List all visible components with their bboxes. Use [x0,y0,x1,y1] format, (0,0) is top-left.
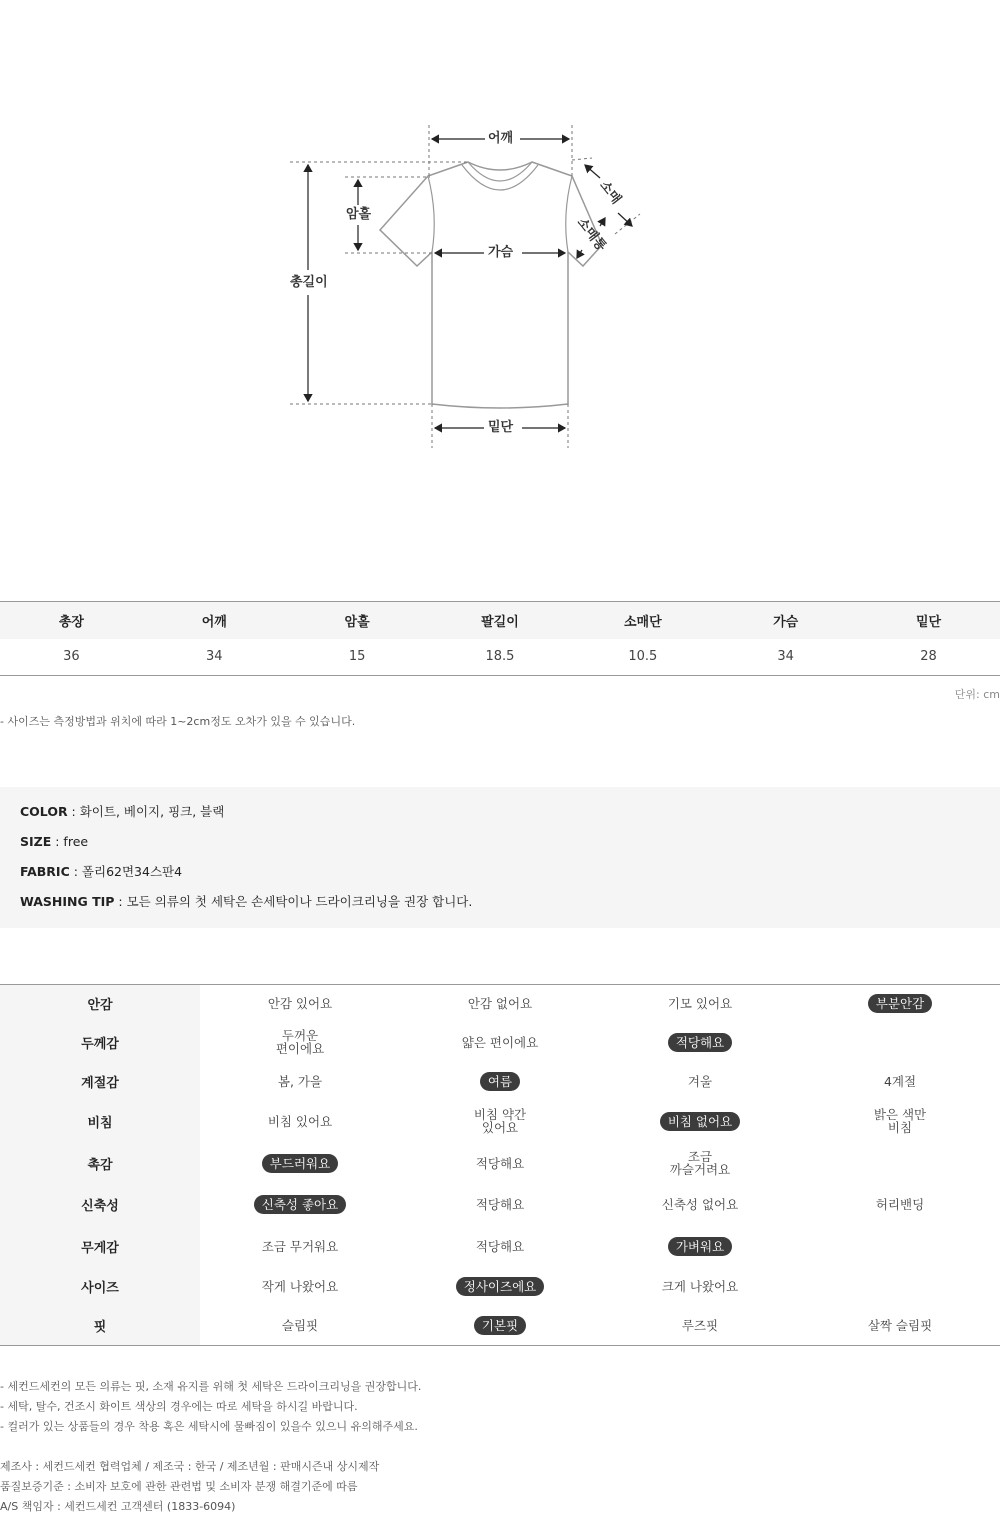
label-total-length: 총길이 [287,275,331,291]
attribute-option: 살짝 슬림핏 [867,1317,933,1333]
attribute-row [0,1062,1000,1101]
attribute-option-cell [200,1143,400,1184]
attribute-label: 핏 [0,1306,200,1346]
attribute-option: 신축성 없어요 [661,1197,739,1212]
care-note: - 세탁, 탈수, 건조시 화이트 색상의 경우에는 따로 세탁을 하시길 바랍니다. [0,1400,358,1413]
attribute-option-selected: 기본핏 [474,1316,526,1335]
attribute-option-cell [600,985,800,1023]
attribute-option-cell [800,985,1000,1023]
attribute-option-cell [600,1306,800,1346]
label-sleeve: 소매 [596,178,624,208]
attribute-option: 얇은 편이에요 [461,1034,539,1050]
value-cell: 18.5 [485,649,515,665]
info-fabric [20,863,980,893]
attribute-option-cell [400,1023,600,1062]
attribute-label: 촉감 [0,1143,200,1184]
attribute-option: 두꺼운 편이에요 [275,1027,325,1056]
care-note: - 컬러가 있는 상품들의 경우 착용 혹은 세탁시에 물빠짐이 있을수 있으니 유의해주세요. [0,1420,418,1433]
maker-line: 품질보증기준 : 소비자 보호에 관한 관련법 및 소비자 분쟁 해결기준에 따름 [0,1480,358,1493]
attribute-label: 신축성 [0,1184,200,1226]
unit-label: 단위: cm [954,688,1000,701]
maker-line: A/S 책임자 : 세컨드세컨 고객센터 (1833-6094) [0,1500,236,1513]
attribute-option-cell [400,1062,600,1101]
attribute-option-cell [200,1226,400,1267]
attribute-option: 적당해요 [475,1155,525,1171]
attribute-option-cell [600,1062,800,1101]
value-cell: 36 [63,649,80,665]
attribute-option: 비침 있어요 [267,1114,333,1129]
attribute-option-cell [400,1267,600,1306]
header-cell: 가슴 [714,602,857,639]
info-size [20,833,980,863]
attribute-row [0,1184,1000,1226]
attribute-option: 루즈핏 [681,1317,719,1333]
attribute-option-cell [400,1306,600,1346]
header-cell: 총장 [0,602,143,639]
attribute-row [0,985,1000,1023]
color-value: : 화이트, 베이지, 핑크, 블랙 [67,804,225,819]
attribute-row [0,1267,1000,1306]
maker-info [0,1457,379,1517]
attribute-option-selected: 부분안감 [868,994,932,1013]
value-cell: 15 [348,649,366,665]
attribute-option-cell [200,1101,400,1143]
attribute-option-cell [200,1267,400,1306]
attribute-option-cell [600,1184,800,1226]
attribute-option-cell [400,1184,600,1226]
attribute-option-selected: 정사이즈에요 [456,1277,544,1296]
attribute-option-cell [800,1023,1000,1062]
size-diagram [0,0,1000,560]
attribute-option: 겨울 [687,1073,713,1089]
header-cell: 어깨 [143,602,286,639]
product-info [0,787,1000,928]
attribute-option-selected: 비침 없어요 [660,1112,740,1131]
label-chest: 가슴 [485,245,516,261]
attribute-option-cell [200,985,400,1023]
size-table-header [0,602,1000,639]
attribute-label: 안감 [0,985,200,1023]
attribute-row [0,1101,1000,1143]
washing-label: WASHING TIP [20,894,115,909]
attribute-option-selected: 여름 [480,1072,520,1091]
attribute-option: 작게 나왔어요 [261,1278,339,1294]
attribute-label: 무게감 [0,1226,200,1267]
attribute-option: 안감 있어요 [267,996,333,1012]
attribute-option-cell [600,1101,800,1143]
fabric-label: FABRIC [20,864,70,879]
attribute-row [0,1143,1000,1184]
header-cell: 소매단 [571,602,714,639]
attribute-option-selected: 신축성 좋아요 [254,1195,346,1214]
label-hem: 밑단 [485,420,516,436]
attribute-row [0,1226,1000,1267]
maker-line: 제조사 : 세컨드세컨 협력업체 / 제조국 : 한국 / 제조년월 : 판매시즌내 상시제작 [0,1460,380,1473]
attribute-label: 사이즈 [0,1267,200,1306]
label-armhole: 암홀 [343,207,374,223]
attribute-option-cell [200,1306,400,1346]
attribute-option-cell [400,985,600,1023]
attribute-option: 안감 없어요 [467,996,533,1012]
care-note: - 세컨드세컨의 모든 의류는 핏, 소재 유지를 위해 첫 세탁은 드라이크리닝을 권장합니다. [0,1380,422,1393]
color-label: COLOR [20,804,68,819]
attribute-row [0,1023,1000,1062]
washing-value: : 모든 의류의 첫 세탁은 손세탁이나 드라이크리닝을 권장 합니다. [114,894,473,909]
attribute-option: 밝은 색만 비침 [873,1107,927,1135]
attribute-option-cell [600,1023,800,1062]
attribute-option: 비침 약간 있어요 [473,1107,527,1135]
attribute-option: 적당해요 [475,1238,525,1254]
header-cell: 암홀 [286,602,429,639]
attribute-option-cell [400,1226,600,1267]
attribute-option: 크게 나왔어요 [661,1278,739,1294]
attribute-option-selected: 적당해요 [668,1033,732,1052]
size-value: : free [51,834,89,849]
care-notes [0,1377,421,1437]
attribute-option-cell [800,1143,1000,1184]
attribute-option-selected: 가벼워요 [668,1237,732,1256]
size-table-row [0,639,1000,676]
attribute-label: 계절감 [0,1062,200,1101]
label-shoulder: 어깨 [485,131,516,147]
attribute-option: 봄, 가을 [277,1073,323,1089]
value-cell: 28 [920,649,937,665]
attribute-row [0,1306,1000,1346]
info-color [20,803,980,833]
attribute-option-cell [600,1143,800,1184]
tshirt-illustration [0,0,1000,560]
label-sleeve-width: 소매통 [573,215,609,255]
attribute-option-cell [400,1143,600,1184]
attribute-option-selected: 부드러워요 [262,1154,338,1173]
header-cell: 팔길이 [429,602,572,639]
attribute-option-cell [400,1101,600,1143]
attribute-option: 조금 무거워요 [261,1238,339,1254]
attribute-option-cell [200,1062,400,1101]
attribute-option: 기모 있어요 [667,996,733,1012]
attribute-option-cell [800,1306,1000,1346]
attribute-option-cell [200,1023,400,1062]
info-washing [20,893,980,923]
header-cell: 밑단 [857,602,1000,639]
attribute-option: 조금 까슬거려요 [669,1148,731,1177]
attribute-option-cell [800,1101,1000,1143]
attribute-option-cell [200,1184,400,1226]
fabric-value: : 폴리62면34스판4 [69,864,183,879]
attribute-option: 허리밴딩 [875,1197,925,1212]
size-note: - 사이즈는 측정방법과 위치에 따라 1~2cm정도 오차가 있을 수 있습니다. [0,715,356,728]
attribute-option: 4계절 [883,1073,917,1089]
value-cell: 10.5 [628,649,658,665]
attribute-table [0,984,1000,1346]
attribute-option-cell [800,1062,1000,1101]
attribute-label: 비침 [0,1101,200,1143]
attribute-option: 슬림핏 [281,1317,319,1333]
attribute-option-cell [800,1267,1000,1306]
attribute-label: 두께감 [0,1023,200,1062]
attribute-option-cell [600,1226,800,1267]
value-cell: 34 [777,649,794,665]
value-cell: 34 [205,649,223,665]
size-table [0,601,1000,676]
attribute-option-cell [800,1226,1000,1267]
attribute-option: 적당해요 [475,1197,525,1212]
attribute-option-cell [800,1184,1000,1226]
attribute-option-cell [600,1267,800,1306]
size-label: SIZE [20,834,52,849]
